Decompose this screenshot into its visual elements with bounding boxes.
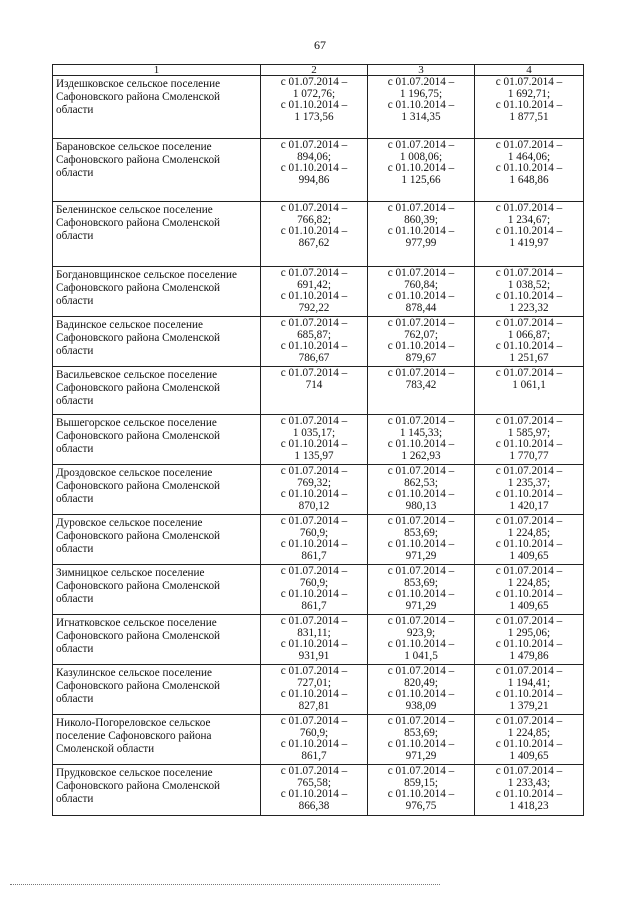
tariff-line: 894,06; xyxy=(297,150,331,163)
tariff-line: 1 418,23 xyxy=(509,799,549,812)
tariff-line: 861,7 xyxy=(301,749,327,762)
tariff-line: 760,9; xyxy=(299,726,329,739)
settlement-name-cell: Игнатковское сельское поселение Сафоновского района Смоленской области xyxy=(53,615,261,665)
tariff-line: с 01.10.2014 – xyxy=(280,290,348,302)
tariff-line: 760,9; xyxy=(299,576,329,589)
tariff-line: 1 419,97 xyxy=(509,236,549,249)
tariff-line: 931,91 xyxy=(298,649,330,662)
tariff-line: с 01.07.2014 – xyxy=(280,76,348,88)
tariff-line: 1 585,97; xyxy=(507,426,551,439)
table-header-row xyxy=(53,65,584,76)
tariff-cell-c3 xyxy=(368,367,475,415)
table-row xyxy=(53,317,584,367)
table-row xyxy=(53,267,584,317)
tariff-line: 1 072,76; xyxy=(292,87,336,100)
tariff-line: 1 224,85; xyxy=(507,576,551,589)
tariff-cell-c3 xyxy=(368,565,475,615)
tariff-cell-c4 xyxy=(475,139,584,202)
tariff-line: 976,75 xyxy=(405,799,437,812)
tariff-line: 831,11; xyxy=(297,626,331,639)
tariff-line: с 01.10.2014 – xyxy=(495,588,563,600)
tariff-cell-c4 xyxy=(475,317,584,367)
tariff-line: 1 479,86 xyxy=(509,649,549,662)
tariff-line: 1 251,67 xyxy=(509,351,549,364)
tariff-line: с 01.10.2014 – xyxy=(280,638,348,650)
tariff-line: с 01.07.2014 – xyxy=(495,202,563,214)
tariff-line: с 01.10.2014 – xyxy=(280,438,348,450)
tariff-line: с 01.07.2014 – xyxy=(280,367,348,379)
column-header-3: 3 xyxy=(368,65,475,76)
settlement-name-cell: Дуровское сельское поселение Сафоновского района Смоленской области xyxy=(53,515,261,565)
tariff-line: с 01.10.2014 – xyxy=(387,438,455,450)
tariff-line: с 01.10.2014 – xyxy=(495,162,563,174)
tariff-line: с 01.10.2014 – xyxy=(280,488,348,500)
tariff-cell-c3 xyxy=(368,139,475,202)
tariff-line: с 01.10.2014 – xyxy=(495,788,563,800)
tariff-line: 765,58; xyxy=(297,776,331,789)
tariff-line: с 01.07.2014 – xyxy=(280,715,348,727)
tariff-line: с 01.10.2014 – xyxy=(387,688,455,700)
tariff-line: 1 770,77 xyxy=(509,449,549,462)
tariff-cell-c4 xyxy=(475,665,584,715)
tariff-line: с 01.10.2014 – xyxy=(280,99,348,111)
tariff-cell-c3 xyxy=(368,202,475,267)
tariff-line: 878,44 xyxy=(405,301,437,314)
tariff-cell-c2 xyxy=(261,267,368,317)
tariff-cell-c2 xyxy=(261,465,368,515)
tariff-line: 766,82; xyxy=(297,213,331,226)
tariff-cell-c4 xyxy=(475,202,584,267)
tariff-line: 685,87; xyxy=(297,328,331,341)
table-row xyxy=(53,565,584,615)
tariff-line: с 01.07.2014 – xyxy=(495,317,563,329)
table-row xyxy=(53,202,584,267)
settlement-name-cell: Издешковское сельское поселение Сафоновского района Смоленской области xyxy=(53,76,261,139)
settlement-name-cell: Прудковское сельское поселение Сафоновского района Смоленской области xyxy=(53,765,261,816)
tariff-table xyxy=(52,64,584,816)
tariff-line: с 01.10.2014 – xyxy=(387,638,455,650)
tariff-line: с 01.07.2014 – xyxy=(387,202,455,214)
tariff-cell-c2 xyxy=(261,76,368,139)
settlement-name-cell: Вадинское сельское поселение Сафоновского района Смоленской области xyxy=(53,317,261,367)
tariff-line: с 01.07.2014 – xyxy=(495,565,563,577)
table-row xyxy=(53,76,584,139)
tariff-line: 971,29 xyxy=(405,599,437,612)
settlement-name-cell: Вышегорское сельское поселение Сафоновского района Смоленской области xyxy=(53,415,261,465)
tariff-cell-c3 xyxy=(368,317,475,367)
table-row xyxy=(53,139,584,202)
settlement-name-cell: Дроздовское сельское поселение Сафоновского района Смоленской области xyxy=(53,465,261,515)
tariff-line: с 01.10.2014 – xyxy=(495,488,563,500)
tariff-line: 792,22 xyxy=(298,301,330,314)
tariff-line: 1 173,56 xyxy=(294,110,334,123)
tariff-line: с 01.07.2014 – xyxy=(387,715,455,727)
tariff-cell-c4 xyxy=(475,765,584,816)
tariff-line: с 01.10.2014 – xyxy=(495,225,563,237)
tariff-line: 977,99 xyxy=(405,236,437,249)
tariff-line: с 01.10.2014 – xyxy=(387,488,455,500)
tariff-line: с 01.10.2014 – xyxy=(387,225,455,237)
tariff-cell-c4 xyxy=(475,267,584,317)
tariff-line: 862,53; xyxy=(404,476,438,489)
tariff-line: с 01.07.2014 – xyxy=(387,317,455,329)
tariff-line: с 01.07.2014 – xyxy=(280,615,348,627)
tariff-line: с 01.10.2014 – xyxy=(280,588,348,600)
tariff-line: 1 038,52; xyxy=(507,278,551,291)
tariff-line: 1 194,41; xyxy=(507,676,551,689)
tariff-cell-c2 xyxy=(261,202,368,267)
tariff-line: с 01.07.2014 – xyxy=(495,267,563,279)
tariff-line: с 01.10.2014 – xyxy=(280,788,348,800)
tariff-line: с 01.07.2014 – xyxy=(495,515,563,527)
tariff-line: с 01.07.2014 – xyxy=(280,765,348,777)
tariff-cell-c4 xyxy=(475,465,584,515)
tariff-line: 1 692,71; xyxy=(507,87,551,100)
tariff-line: с 01.07.2014 – xyxy=(387,415,455,427)
tariff-line: с 01.10.2014 – xyxy=(387,538,455,550)
tariff-line: 769,32; xyxy=(297,476,331,489)
tariff-line: с 01.07.2014 – xyxy=(387,139,455,151)
tariff-line: 820,49; xyxy=(404,676,438,689)
tariff-line: с 01.10.2014 – xyxy=(280,538,348,550)
tariff-line: с 01.07.2014 – xyxy=(387,367,455,379)
tariff-line: 1 008,06; xyxy=(399,150,443,163)
tariff-line: 971,29 xyxy=(405,749,437,762)
tariff-line: 867,62 xyxy=(298,236,330,249)
tariff-line: 714 xyxy=(305,378,323,391)
tariff-cell-c2 xyxy=(261,715,368,765)
tariff-line: с 01.10.2014 – xyxy=(280,340,348,352)
tariff-line: 760,9; xyxy=(299,526,329,539)
table-row xyxy=(53,665,584,715)
tariff-line: с 01.07.2014 – xyxy=(387,76,455,88)
tariff-line: с 01.07.2014 – xyxy=(495,465,563,477)
tariff-line: 1 224,85; xyxy=(507,526,551,539)
page-number: 67 xyxy=(314,38,326,52)
tariff-line: с 01.10.2014 – xyxy=(280,738,348,750)
table-row xyxy=(53,615,584,665)
tariff-line: 1 295,06; xyxy=(507,626,551,639)
tariff-line: 866,38 xyxy=(298,799,330,812)
tariff-line: 1 409,65 xyxy=(509,549,549,562)
table-row xyxy=(53,367,584,415)
tariff-line: с 01.10.2014 – xyxy=(495,290,563,302)
tariff-line: 1 125,66 xyxy=(401,173,441,186)
tariff-line: с 01.07.2014 – xyxy=(495,415,563,427)
tariff-line: 1 135,97 xyxy=(294,449,334,462)
tariff-cell-c2 xyxy=(261,665,368,715)
tariff-line: 1 262,93 xyxy=(401,449,441,462)
tariff-line: 1 877,51 xyxy=(509,110,549,123)
tariff-line: 760,84; xyxy=(404,278,438,291)
tariff-line: 1 196,75; xyxy=(399,87,443,100)
tariff-line: с 01.07.2014 – xyxy=(495,765,563,777)
tariff-line: 1 224,85; xyxy=(507,726,551,739)
tariff-line: с 01.07.2014 – xyxy=(387,665,455,677)
tariff-line: 853,69; xyxy=(404,726,438,739)
tariff-cell-c4 xyxy=(475,615,584,665)
tariff-line: с 01.07.2014 – xyxy=(280,515,348,527)
tariff-cell-c3 xyxy=(368,615,475,665)
tariff-line: с 01.07.2014 – xyxy=(495,76,563,88)
tariff-line: 1 145,33; xyxy=(399,426,443,439)
tariff-cell-c2 xyxy=(261,367,368,415)
column-header-2: 2 xyxy=(261,65,368,76)
tariff-cell-c3 xyxy=(368,415,475,465)
settlement-name-cell: Васильевское сельское поселение Сафоновского района Смоленской области xyxy=(53,367,261,415)
tariff-cell-c2 xyxy=(261,415,368,465)
column-header-4: 4 xyxy=(475,65,584,76)
tariff-cell-c2 xyxy=(261,565,368,615)
tariff-cell-c2 xyxy=(261,317,368,367)
tariff-line: с 01.10.2014 – xyxy=(495,340,563,352)
tariff-line: 923,9; xyxy=(406,626,436,639)
tariff-line: с 01.07.2014 – xyxy=(280,565,348,577)
tariff-cell-c3 xyxy=(368,765,475,816)
tariff-line: 853,69; xyxy=(404,526,438,539)
tariff-line: с 01.07.2014 – xyxy=(387,515,455,527)
tariff-line: с 01.10.2014 – xyxy=(495,738,563,750)
tariff-cell-c4 xyxy=(475,415,584,465)
tariff-line: 980,13 xyxy=(405,499,437,512)
tariff-line: с 01.07.2014 – xyxy=(495,367,563,379)
tariff-line: 870,12 xyxy=(298,499,330,512)
tariff-line: с 01.07.2014 – xyxy=(495,139,563,151)
tariff-line: 783,42 xyxy=(405,378,437,391)
tariff-line: с 01.07.2014 – xyxy=(387,615,455,627)
tariff-line: 1 041,5 xyxy=(404,649,438,662)
tariff-line: с 01.07.2014 – xyxy=(495,665,563,677)
tariff-line: 861,7 xyxy=(301,549,327,562)
tariff-line: 1 648,86 xyxy=(509,173,549,186)
table-row xyxy=(53,765,584,816)
tariff-cell-c3 xyxy=(368,465,475,515)
tariff-line: с 01.10.2014 – xyxy=(495,538,563,550)
tariff-line: с 01.07.2014 – xyxy=(495,715,563,727)
tariff-line: с 01.10.2014 – xyxy=(280,162,348,174)
settlement-name-cell: Зимницкое сельское поселение Сафоновского района Смоленской области xyxy=(53,565,261,615)
settlement-name-cell: Беленинское сельское поселение Сафоновского района Смоленской области xyxy=(53,202,261,267)
tariff-cell-c4 xyxy=(475,76,584,139)
tariff-line: 1 061,1 xyxy=(512,378,546,391)
tariff-line: с 01.07.2014 – xyxy=(387,465,455,477)
tariff-line: с 01.07.2014 – xyxy=(387,267,455,279)
tariff-line: с 01.07.2014 – xyxy=(280,202,348,214)
tariff-line: с 01.10.2014 – xyxy=(495,688,563,700)
table-row xyxy=(53,415,584,465)
tariff-line: 727,01; xyxy=(297,676,331,689)
table-row xyxy=(53,715,584,765)
tariff-line: 1 066,87; xyxy=(507,328,551,341)
tariff-line: с 01.10.2014 – xyxy=(387,588,455,600)
settlement-name-cell: Казулинское сельское поселение Сафоновского района Смоленской области xyxy=(53,665,261,715)
table-row xyxy=(53,465,584,515)
tariff-line: 938,09 xyxy=(405,699,437,712)
tariff-line: 1 420,17 xyxy=(509,499,549,512)
tariff-line: с 01.07.2014 – xyxy=(280,665,348,677)
tariff-line: с 01.10.2014 – xyxy=(387,788,455,800)
tariff-line: с 01.10.2014 – xyxy=(280,225,348,237)
tariff-line: 1 314,35 xyxy=(401,110,441,123)
tariff-cell-c2 xyxy=(261,615,368,665)
settlement-name-cell: Барановское сельское поселение Сафоновского района Смоленской области xyxy=(53,139,261,202)
tariff-line: 853,69; xyxy=(404,576,438,589)
tariff-line: с 01.10.2014 – xyxy=(387,162,455,174)
tariff-line: 1 234,67; xyxy=(507,213,551,226)
tariff-line: 1 235,37; xyxy=(507,476,551,489)
tariff-cell-c3 xyxy=(368,267,475,317)
tariff-cell-c3 xyxy=(368,715,475,765)
tariff-line: с 01.10.2014 – xyxy=(495,99,563,111)
tariff-line: 762,07; xyxy=(404,328,438,341)
tariff-line: 859,15; xyxy=(404,776,438,789)
tariff-cell-c2 xyxy=(261,765,368,816)
tariff-line: с 01.07.2014 – xyxy=(495,615,563,627)
tariff-cell-c3 xyxy=(368,665,475,715)
tariff-line: 879,67 xyxy=(405,351,437,364)
tariff-line: с 01.10.2014 – xyxy=(387,99,455,111)
tariff-line: 691,42; xyxy=(297,278,331,291)
tariff-line: с 01.10.2014 – xyxy=(387,738,455,750)
tariff-line: 1 233,43; xyxy=(507,776,551,789)
tariff-line: 994,86 xyxy=(298,173,330,186)
tariff-line: с 01.07.2014 – xyxy=(280,415,348,427)
settlement-name-cell: Николо-Погореловское сельское поселение Сафоновского района Смоленской области xyxy=(53,715,261,765)
tariff-cell-c3 xyxy=(368,76,475,139)
tariff-line: с 01.10.2014 – xyxy=(387,290,455,302)
tariff-line: с 01.07.2014 – xyxy=(280,317,348,329)
tariff-line: 1 464,06; xyxy=(507,150,551,163)
tariff-cell-c3 xyxy=(368,515,475,565)
tariff-line: 1 379,21 xyxy=(509,699,549,712)
tariff-line: 971,29 xyxy=(405,549,437,562)
footer-divider xyxy=(10,884,440,885)
tariff-line: с 01.07.2014 – xyxy=(280,139,348,151)
tariff-line: 1 035,17; xyxy=(292,426,336,439)
tariff-line: с 01.10.2014 – xyxy=(387,340,455,352)
tariff-line: 786,67 xyxy=(298,351,330,364)
tariff-cell-c2 xyxy=(261,139,368,202)
tariff-line: с 01.10.2014 – xyxy=(280,688,348,700)
tariff-line: 861,7 xyxy=(301,599,327,612)
column-header-1: 1 xyxy=(53,65,261,76)
settlement-name-cell: Богдановщинское сельское поселение Сафоновского района Смоленской области xyxy=(53,267,261,317)
tariff-cell-c4 xyxy=(475,715,584,765)
tariff-line: 1 409,65 xyxy=(509,599,549,612)
tariff-line: с 01.07.2014 – xyxy=(280,465,348,477)
tariff-line: 827,81 xyxy=(298,699,330,712)
tariff-cell-c2 xyxy=(261,515,368,565)
tariff-line: с 01.07.2014 – xyxy=(280,267,348,279)
tariff-line: 1 223,32 xyxy=(509,301,549,314)
tariff-line: с 01.07.2014 – xyxy=(387,765,455,777)
tariff-line: 860,39; xyxy=(404,213,438,226)
tariff-cell-c4 xyxy=(475,367,584,415)
tariff-cell-c4 xyxy=(475,565,584,615)
tariff-line: с 01.10.2014 – xyxy=(495,438,563,450)
tariff-line: с 01.07.2014 – xyxy=(387,565,455,577)
tariff-line: 1 409,65 xyxy=(509,749,549,762)
tariff-cell-c4 xyxy=(475,515,584,565)
table-body xyxy=(53,76,584,816)
tariff-line: с 01.10.2014 – xyxy=(495,638,563,650)
table-row xyxy=(53,515,584,565)
